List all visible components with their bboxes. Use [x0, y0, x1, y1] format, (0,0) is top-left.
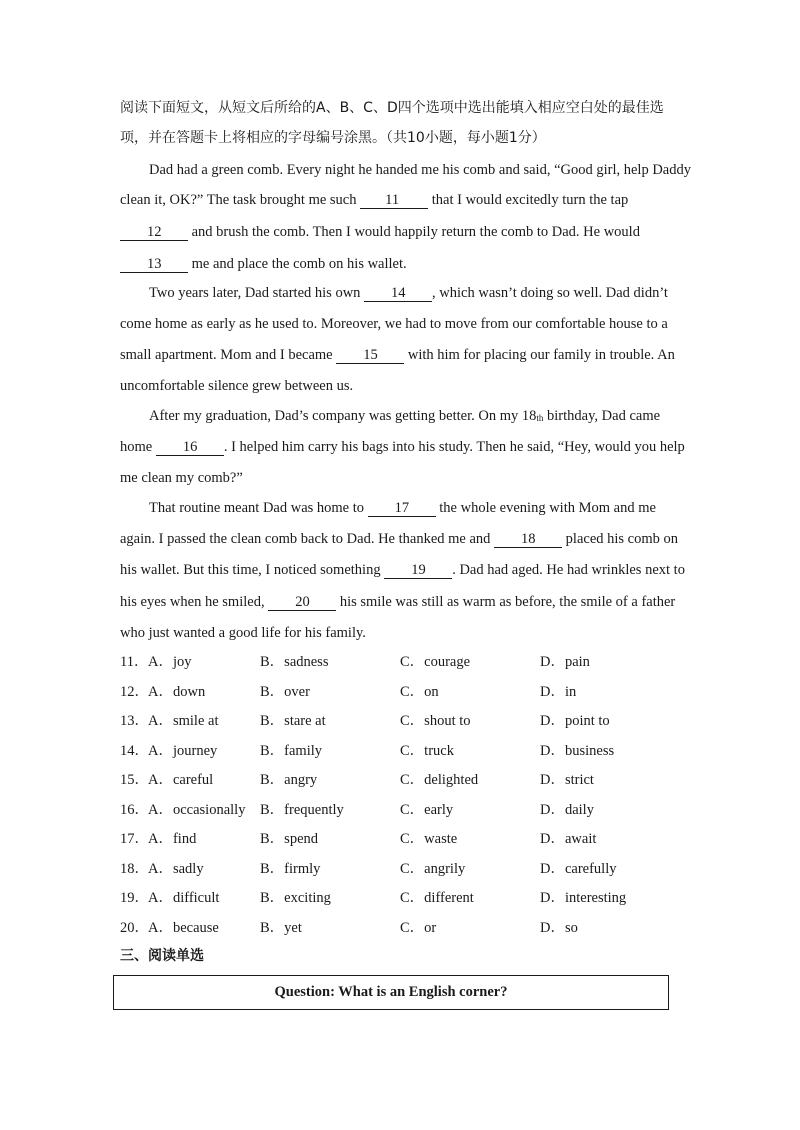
question-18-option-a[interactable]: A．sadly — [148, 861, 204, 877]
blank-18 — [494, 532, 562, 548]
question-box — [113, 975, 669, 1010]
question-13-option-b[interactable]: B．stare at — [260, 713, 326, 729]
question-14-option-c[interactable]: C．truck — [400, 743, 454, 759]
question-14-option-b[interactable]: B．family — [260, 743, 323, 759]
text-segment: me and place the comb on his wallet. — [188, 256, 407, 272]
text-segment: home — [120, 439, 156, 455]
question-15-number: 15． — [120, 772, 149, 788]
text-segment: That routine meant Dad was home to — [149, 500, 368, 516]
question-17-option-c[interactable]: C．waste — [400, 831, 458, 847]
question-13-option-a[interactable]: A．smile at — [148, 713, 219, 729]
passage-p2-line-3 — [120, 345, 675, 365]
question-16-option-b[interactable]: B．frequently — [260, 802, 344, 818]
question-16-number: 16． — [120, 802, 149, 818]
blank-14 — [364, 286, 432, 302]
blank-16 — [156, 440, 224, 456]
question-13-option-c[interactable]: C．shout to — [400, 713, 471, 729]
question-19-option-a[interactable]: A．difficult — [148, 890, 220, 906]
passage-p1-line-3 — [120, 222, 640, 242]
passage-p3-line-2 — [120, 437, 685, 457]
text-segment: placed his comb on — [562, 531, 679, 547]
question-20-option-b[interactable]: B．yet — [260, 920, 302, 936]
question-20-number: 20． — [120, 920, 149, 936]
passage-p1-line-1: Dad had a green comb. Every night he handed me his comb and said, “Good girl, help Daddy — [149, 162, 691, 178]
passage-p1-line-4 — [120, 254, 407, 274]
passage-p4-line-5: who just wanted a good life for his family. — [120, 625, 366, 641]
question-15-option-c[interactable]: C．delighted — [400, 772, 479, 788]
text-segment: , which wasn’t doing so well. Dad didn’t — [432, 285, 668, 301]
text-segment: and brush the comb. Then I would happily return the comb to Dad. He would — [188, 224, 640, 240]
question-19-number: 19． — [120, 890, 149, 906]
question-20-option-a[interactable]: A．because — [148, 920, 219, 936]
question-box-text: Question: What is an English corner? — [274, 984, 508, 1000]
question-18-option-d[interactable]: D．carefully — [540, 861, 617, 877]
text-segment: his eyes when he smiled, — [120, 594, 269, 610]
blank-number: 12 — [147, 224, 162, 240]
blank-11 — [360, 193, 428, 209]
question-19-option-d[interactable]: D．interesting — [540, 890, 627, 906]
question-18-number: 18． — [120, 861, 149, 877]
question-14-number: 14． — [120, 743, 149, 759]
question-15-option-d[interactable]: D．strict — [540, 772, 594, 788]
blank-number: 11 — [385, 192, 400, 208]
question-17-option-b[interactable]: B．spend — [260, 831, 318, 847]
question-16-option-a[interactable]: A．occasionally — [148, 802, 246, 818]
text-segment: . Dad had aged. He had wrinkles next to — [452, 562, 685, 578]
passage-p2-line-2: come home as early as he used to. Moreover, we had to move from our comfortable house to a — [120, 316, 668, 332]
blank-20 — [268, 595, 336, 611]
blank-number: 20 — [295, 594, 310, 610]
blank-17 — [368, 501, 436, 517]
text-segment: with him for placing our family in trouble. An — [404, 347, 675, 363]
question-20-option-d[interactable]: D．so — [540, 920, 578, 936]
text-segment: Two years later, Dad started his own — [149, 285, 365, 301]
blank-number: 17 — [394, 500, 410, 516]
blank-number: 19 — [411, 562, 426, 578]
text-segment: small apartment. Mom and I became — [120, 347, 337, 363]
question-12-option-b[interactable]: B．over — [260, 684, 310, 700]
passage-p4-line-1 — [149, 498, 656, 518]
blank-number: 16 — [182, 439, 198, 455]
ordinal-suffix: th — [536, 413, 544, 423]
question-11-option-d[interactable]: D．pain — [540, 654, 590, 670]
passage-p1-line-2 — [120, 190, 628, 210]
question-13-number: 13． — [120, 713, 149, 729]
instructions-line-1: 阅读下面短文，从短文后所给的A、B、C、D四个选项中选出能填入相应空白处的最佳选 — [120, 100, 664, 116]
question-16-option-c[interactable]: C．early — [400, 802, 454, 818]
blank-number: 15 — [363, 347, 378, 363]
question-11-option-b[interactable]: B．sadness — [260, 654, 329, 670]
question-20-option-c[interactable]: C．or — [400, 920, 437, 936]
text-segment: his wallet. But this time, I noticed something — [120, 562, 385, 578]
question-11-option-c[interactable]: C．courage — [400, 654, 471, 670]
question-17-number: 17． — [120, 831, 149, 847]
blank-15 — [336, 348, 404, 364]
question-17-option-a[interactable]: A．find — [148, 831, 197, 847]
section-heading: 三、阅读单选 — [120, 948, 204, 964]
passage-p4-line-2 — [120, 529, 678, 549]
question-12-option-c[interactable]: C．on — [400, 684, 439, 700]
text-segment: his smile was still as warm as before, the smile of a father — [336, 594, 676, 610]
text-segment: After my graduation, Dad’s company was getting better. On my 18 — [149, 408, 537, 424]
blank-number: 14 — [391, 285, 406, 301]
question-14-option-d[interactable]: D．business — [540, 743, 615, 759]
question-19-option-c[interactable]: C．different — [400, 890, 474, 906]
instructions-line-2: 项，并在答题卡上将相应的字母编号涂黑。（共10小题，每小题1分） — [120, 130, 546, 146]
question-12-option-d[interactable]: D．in — [540, 684, 577, 700]
question-18-option-b[interactable]: B．firmly — [260, 861, 321, 877]
question-11-option-a[interactable]: A．joy — [148, 654, 192, 670]
question-12-option-a[interactable]: A．down — [148, 684, 206, 700]
passage-p4-line-3 — [120, 560, 685, 580]
text-segment: that I would excitedly turn the tap — [428, 192, 629, 208]
question-11-number: 11． — [120, 654, 149, 670]
question-15-option-a[interactable]: A．careful — [148, 772, 214, 788]
question-18-option-c[interactable]: C．angrily — [400, 861, 466, 877]
text-segment: . I helped him carry his bags into his study. Then he said, “Hey, would you help — [223, 439, 685, 455]
blank-number: 13 — [147, 256, 162, 272]
passage-p4-line-4 — [120, 592, 675, 612]
question-16-option-d[interactable]: D．daily — [540, 802, 594, 818]
question-19-option-b[interactable]: B．exciting — [260, 890, 331, 906]
question-12-number: 12． — [120, 684, 149, 700]
text-segment: clean it, OK?” The task brought me such — [120, 192, 361, 208]
passage-p3-line-3: me clean my comb?” — [120, 470, 243, 486]
blank-13 — [120, 257, 188, 273]
question-13-option-d[interactable]: D．point to — [540, 713, 610, 729]
text-segment: the whole evening with Mom and me — [435, 500, 656, 516]
blank-number: 18 — [521, 531, 536, 547]
text-segment: birthday, Dad came — [543, 408, 661, 424]
text-segment: again. I passed the clean comb back to Dad. He thanked me and — [120, 531, 495, 547]
question-14-option-a[interactable]: A．journey — [148, 743, 218, 759]
question-17-option-d[interactable]: D．await — [540, 831, 597, 847]
passage-p3-line-1 — [149, 406, 660, 428]
blank-12 — [120, 225, 188, 241]
passage-p2-line-4: uncomfortable silence grew between us. — [120, 378, 354, 394]
blank-19 — [384, 563, 452, 579]
question-15-option-b[interactable]: B．angry — [260, 772, 318, 788]
passage-p2-line-1 — [149, 283, 668, 303]
